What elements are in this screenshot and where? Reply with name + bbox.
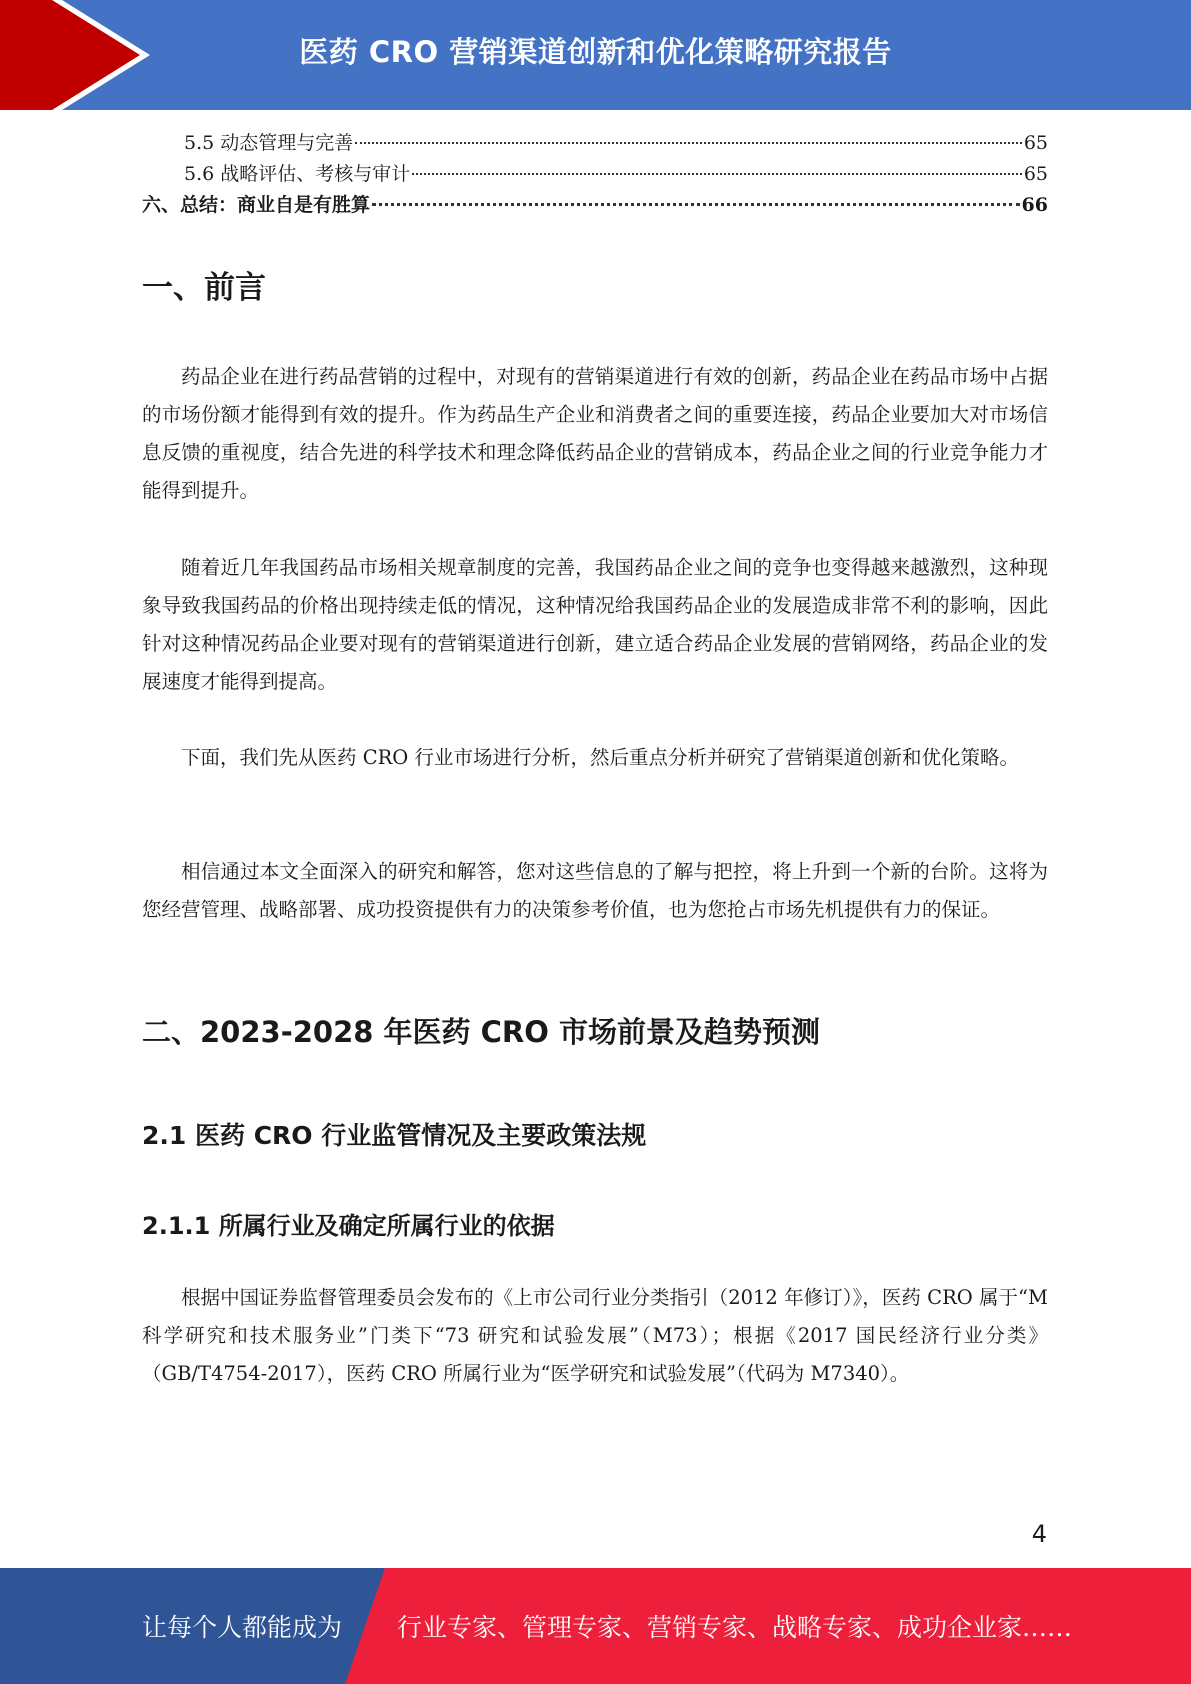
heading-section-2-1: 2.1 医药 CRO 行业监管情况及主要政策法规	[142, 1121, 647, 1150]
footer-slogan-left: 让每个人都能成为	[142, 1613, 343, 1642]
paragraph: 下面，我们先从医药 CRO 行业市场进行分析，然后重点分析并研究了营销渠道创新和优化策略。	[181, 746, 1019, 769]
toc-dot-leader	[412, 173, 1022, 175]
paragraph: 随着近几年我国药品市场相关规章制度的完善，我国药品企业之间的竞争也变得越来越激烈，这种现象导致我国药品的价格出现持续走低的情况，这种情况给我国药品企业的发展造成非常不利的影响，因此针对这种情况药品企业要对现有的营销渠道进行创新，建立适合药品企业发展的营销网络，药品企业的发展速度才能得到提高。	[142, 556, 1048, 693]
paragraph: 根据中国证券监督管理委员会发布的《上市公司行业分类指引（2012 年修订）》，医药 CRO 属于“M 科学研究和技术服务业”门类下“73 研究和试验发展”（M73）；根据《2017 国民经济行业分类》（GB/T4754-2017），医药 CRO 所属行业为“医学研究和试验发展”（代码为 M7340）。	[142, 1286, 1048, 1385]
footer-banner	[0, 1568, 1191, 1684]
heading-preface: 一、前言	[142, 270, 266, 306]
paragraph: 相信通过本文全面深入的研究和解答，您对这些信息的了解与把控，将上升到一个新的台阶。这将为您经营管理、战略部署、成功投资提供有力的决策参考价值，也为您抢占市场先机提供有力的保证。	[142, 860, 1048, 921]
table-of-contents	[142, 128, 1048, 221]
paragraph: 药品企业在进行药品营销的过程中，对现有的营销渠道进行有效的创新，药品企业在药品市场中占据的市场份额才能得到有效的提升。作为药品生产企业和消费者之间的重要连接，药品企业要加大对市场信息反馈的重视度，结合先进的科学技术和理念降低药品企业的营销成本，药品企业之间的行业竞争能力才能得到提升。	[142, 365, 1048, 502]
header-bar	[0, 0, 1191, 110]
toc-entry-page: 65	[1023, 132, 1048, 154]
report-title: 医药 CRO 营销渠道创新和优化策略研究报告	[299, 34, 892, 69]
toc-entry[interactable]	[142, 190, 1048, 221]
toc-entry[interactable]	[142, 159, 1048, 190]
toc-entry-label: 六、总结：商业自是有胜算	[142, 194, 371, 216]
heading-section-2-1-1: 2.1.1 所属行业及确定所属行业的依据	[142, 1212, 555, 1240]
toc-entry-label: 5.5 动态管理与完善	[184, 132, 354, 154]
toc-entry-label: 5.6 战略评估、考核与审计	[184, 163, 411, 185]
footer-slogan-right: 行业专家、管理专家、营销专家、战略专家、成功企业家……	[397, 1613, 1073, 1642]
toc-entry-page: 65	[1023, 163, 1048, 185]
toc-entry-page: 66	[1021, 194, 1048, 216]
header-chevron-decoration	[0, 0, 160, 110]
toc-dot-leader	[372, 203, 1020, 206]
toc-entry[interactable]	[142, 128, 1048, 159]
toc-dot-leader	[355, 142, 1022, 144]
heading-chapter-2: 二、2023-2028 年医药 CRO 市场前景及趋势预测	[142, 1015, 821, 1049]
page-number: 4	[1031, 1520, 1047, 1548]
